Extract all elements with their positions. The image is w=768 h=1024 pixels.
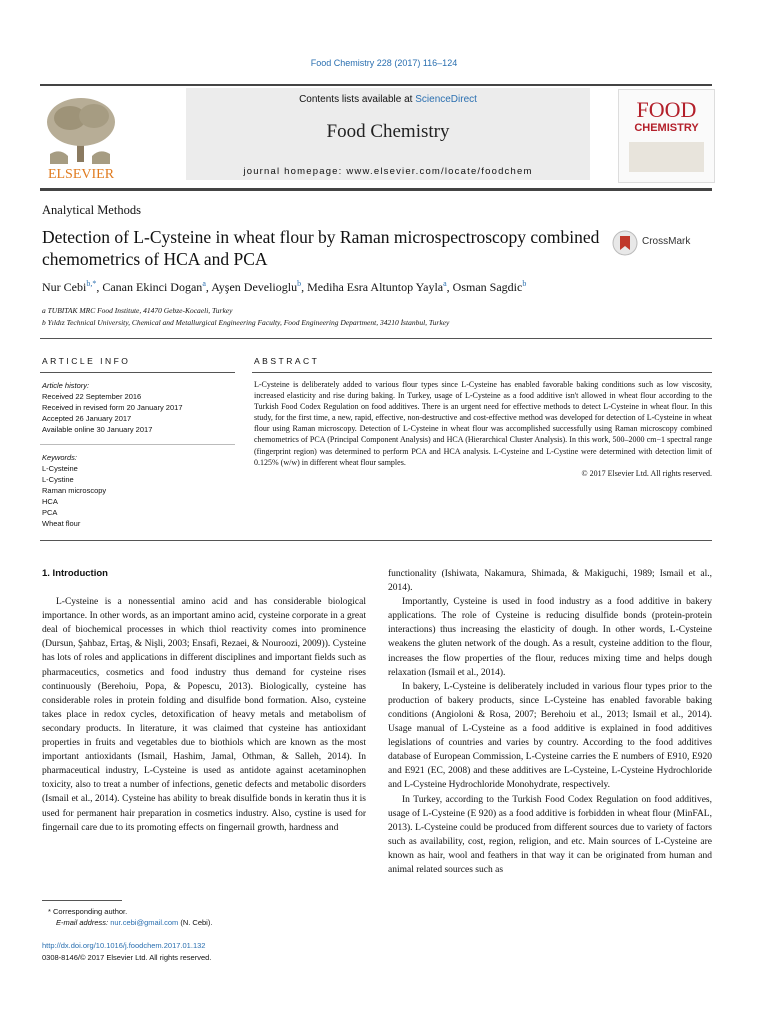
keyword: HCA	[42, 497, 58, 506]
history-item: Available online 30 January 2017	[42, 425, 153, 434]
doi-link[interactable]	[42, 940, 205, 951]
corresponding-author-note: * Corresponding author.	[48, 907, 128, 916]
journal-name: Food Chemistry	[326, 121, 450, 142]
section-type: Analytical Methods	[42, 203, 141, 217]
abstract-body	[254, 379, 712, 479]
article-info-rule	[40, 372, 235, 373]
keyword: Wheat flour	[42, 519, 81, 528]
header-top-rule	[40, 84, 712, 86]
keyword: L-Cystine	[42, 475, 74, 484]
history-item: Accepted 26 January 2017	[42, 414, 132, 423]
intro-paragraph: In Turkey, according to the Turkish Food Codex Regulation on food additives, usage of L-Cysteine (E 920) as a food additive is forbidden in wheat flour (MinFAL, 2013). L-Cysteine could be produced from different sources due to variety of factors such as availability, cost, region, religion, and etc. Main sources of L-Cysteine are known as hair, wool and feathers in that way it can be originated from human and animal related sources such as	[388, 794, 712, 875]
issn-line: 0308-8146/© 2017 Elsevier Ltd. All rights reserved.	[42, 953, 212, 962]
email-line	[42, 917, 366, 928]
email-suffix: (N. Cebi).	[178, 918, 213, 927]
article-title: Detection of L-Cysteine in wheat flour by Raman microspectroscopy combined chemometrics of HCA and PCA	[42, 227, 600, 269]
sciencedirect-link[interactable]: ScienceDirect	[415, 94, 477, 105]
abstract-bottom-rule	[40, 540, 712, 541]
keyword: PCA	[42, 508, 58, 517]
contents-line	[186, 94, 590, 105]
affiliation-a: a TUBITAK MRC Food Institute, 41470 Gebze-Kocaeli, Turkey	[42, 306, 233, 315]
cover-image	[629, 142, 704, 172]
author[interactable]: Mediha Esra Altuntop Yayla$^a$	[307, 279, 447, 294]
contents-prefix: Contents lists available at	[299, 94, 416, 105]
body-left-column	[42, 567, 366, 835]
email-label: E-mail address:	[56, 918, 111, 927]
journal-cover[interactable]	[618, 89, 715, 183]
author[interactable]: Canan Ekinci Dogan$^a$	[102, 279, 206, 294]
email-link[interactable]: nur.cebi@gmail.com	[110, 918, 179, 927]
body-right-column	[388, 567, 712, 877]
history-item: Received in revised form 20 January 2017	[42, 403, 183, 412]
abstract-copyright: © 2017 Elsevier Ltd. All rights reserved.	[581, 468, 712, 478]
intro-paragraph: In bakery, L-Cysteine is deliberately included in various flour types prior to the production of bakery products, since L-Cysteine has enabled favorable baking conditions (Angioloni & Rosa, 2007; Berehoiu et al., 2013; Ismail et al., 2014). Usage manual of L-Cysteine as a food additive is explained in food additives legislations of countries and varies by country. According to the food additives database of European Commission, L-Cysteine carries the E numbers of E910, E920 and E921 (EC, 2008) and these additives are L-Cysteine, L-Cysteine Hydrochloride and L-Cysteine Hydrochloride Monohydrate, respectively.	[388, 681, 712, 791]
affiliation-b: b Yıldız Technical University, Chemical and Metallurgical Engineering Faculty, Food Engineering Department, 34210 İstanbul, Turkey	[42, 318, 450, 327]
author[interactable]: Ayşen Develioglu$^b$	[211, 279, 302, 294]
cover-title-food: FOOD	[636, 97, 697, 122]
author[interactable]: Nur Cebi$^{b,*}$	[42, 279, 97, 294]
footnote-rule	[42, 900, 122, 901]
crossmark-icon	[612, 230, 638, 256]
history-item: Received 22 September 2016	[42, 392, 142, 401]
article-info-heading: ARTICLE INFO	[42, 356, 131, 366]
journal-reference[interactable]: Food Chemistry 228 (2017) 116–124	[310, 58, 458, 68]
intro-paragraph: Importantly, Cysteine is used in food industry as a food additive in bakery applications. The role of Cysteine is reducing disulfide bonds (protein-protein interactions) thus increasing the elasticity of dough. In other words, L-Cysteine weakens the gluten network of the dough. As a result, cysteine addition to the flour, increases the flow properties of the flour, reduces mixing time and helps dough relaxation (Ismail et al., 2014).	[388, 597, 712, 678]
abstract-rule	[252, 372, 712, 373]
intro-paragraph: L-Cysteine is a nonessential amino acid and has considerable biological importance. In other words, as an important amino acid, cysteine corporate in a great deal of biochemical processes in which thiol reactivity comes into prominence (Dursun, Şahbaz, Ertaş, & Nişli, 2003; Ensafi, Rezaei, & Nouroozi, 2009)). Cysteine has lots of roles and applications in different disciplines and important fields such as pharmaceutics, cosmetics and food industry thus demand for cysteine rises continuously (Berehoiu, Popa, & Popescu, 2013). Biologically, cysteine has considerable roles in protein folding and disulfide bond formation. Also, cysteine takes place in redox cycles, detoxification of heavy metals and metabolism of secondary products. In literature, it was claimed that cysteine has antioxidant properties in fruits and vegetables due to biothiols which are known as the most important antioxidants (Ismail, Hashim, Jamal, Othman, & Salleh, 2014). In pharmaceutical industry, L-Cysteine is used as antidote against acetaminophen toxicity, also to treat a number of infections, genetic defects and metabolic disorders (Ismail et al., 2014). Cysteine has ability to break disulfide bonds in keratin thus it is used for permanent hair preparation in cosmetics industry. Also, cystine is used for fingernail care due to its promoting effects on fingernail growth, hardness and	[42, 597, 366, 833]
elsevier-tree-icon	[40, 92, 122, 180]
elsevier-wordmark: ELSEVIER	[47, 167, 115, 180]
crossmark-label: CrossMark	[642, 236, 691, 247]
article-history	[42, 380, 237, 435]
elsevier-logo[interactable]	[40, 92, 122, 180]
journal-homepage[interactable]: journal homepage: www.elsevier.com/locate/foodchem	[243, 166, 533, 177]
keyword: L-Cysteine	[42, 464, 78, 473]
doi-text[interactable]: http://dx.doi.org/10.1016/j.foodchem.2017.01.132	[42, 941, 206, 950]
header-bottom-rule	[40, 188, 712, 191]
history-label: Article history:	[42, 381, 90, 390]
crossmark-badge[interactable]	[612, 230, 722, 256]
abstract-text: L-Cysteine is deliberately added to various flour types since L-Cysteine has enabled favorable baking conditions such as low viscosity, increased elasticity and rise during baking. In Turkey, usage of L-Cysteine as a food additive isn't allowed in wheat flour according to the Turkish Food Codex Regulation on food additives. There is an urgent need for effective methods to detect L-Cysteine in wheat flour. In this study, for the first time, a new, rapid, effective, non-destructive and cost-effective method was developed for detection of L-Cysteine in wheat flour using Raman microscopy. Detection of L-Cysteine in wheat flour was accomplished successfully using Raman microscopy combined chemometrics of PCA (Principal Component Analysis) and HCA (Hierarchical Cluster Analysis). In this work, 500–2000 cm−1 spectral range (fingerprint region) was determined to perform PCA and HCA analysis. L-Cysteine and L-Cystine were determined with detection limit of 0.125% (w/w) in different wheat flour samples.	[254, 380, 712, 467]
affiliation-divider	[40, 338, 712, 339]
cover-title-chemistry: CHEMISTRY	[634, 122, 699, 134]
author-list: Nur Cebi$^{b,*}$, Canan Ekinci Dogan$^a$, Ayşen Develioglu$^b$, Mediha Esra Altuntop Yayla$^a$, Osman Sagdic$^b$	[42, 279, 527, 294]
keywords-rule	[40, 444, 235, 445]
intro-paragraph: functionality (Ishiwata, Nakamura, Shimada, & Makiguchi, 1989; Ismail et al., 2014).	[388, 569, 712, 594]
keywords	[42, 452, 237, 529]
abstract-heading: ABSTRACT	[254, 356, 320, 366]
author[interactable]: Osman Sagdic$^b$	[452, 279, 527, 294]
keywords-label: Keywords:	[42, 453, 78, 462]
keyword: Raman microscopy	[42, 486, 107, 495]
footnotes	[42, 906, 366, 928]
section-heading-introduction: 1. Introduction	[42, 568, 108, 579]
